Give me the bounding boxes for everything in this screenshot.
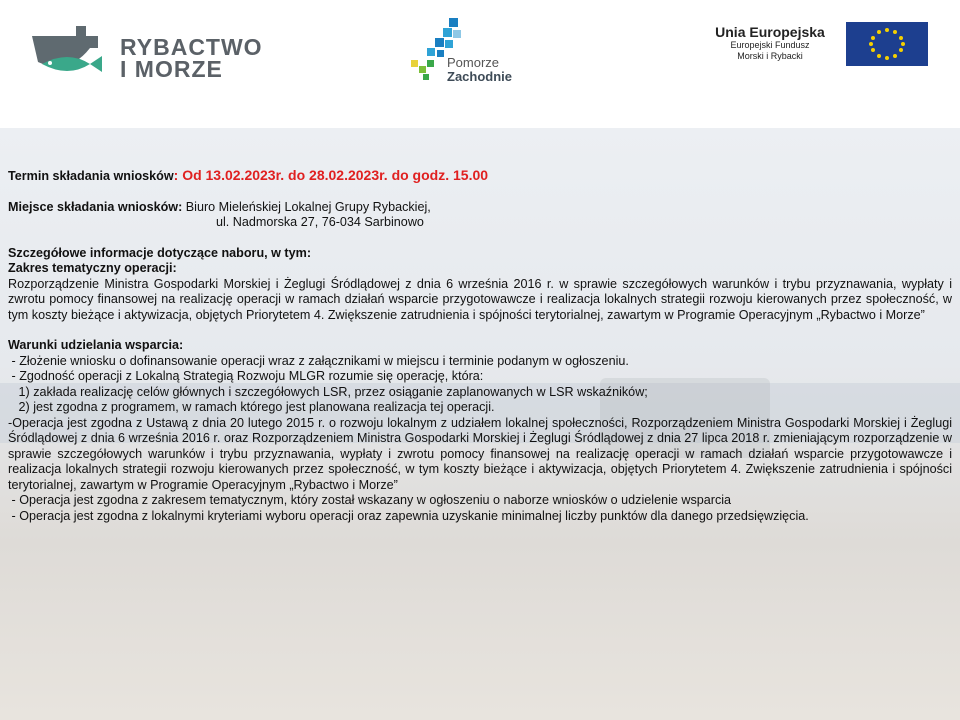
- miejsce-value-2: ul. Nadmorska 27, 76-034 Sarbinowo: [216, 215, 424, 229]
- pomorze-line2: Zachodnie: [447, 69, 513, 84]
- rybactwo-line2: I MORZE: [120, 56, 223, 82]
- ue-sub2: Morski i Rybacki: [737, 51, 803, 61]
- miejsce-line: [8, 200, 952, 216]
- announcement-text: [8, 168, 952, 524]
- termin-line: [8, 168, 952, 185]
- ue-title: Unia Europejska: [715, 24, 825, 40]
- szczegolowe-heading: Szczegółowe informacje dotyczące naboru, w tym:: [8, 245, 312, 260]
- rybactwo-i-morze-logo: [28, 22, 263, 82]
- zakres-heading: Zakres tematyczny operacji:: [8, 261, 177, 275]
- eu-stars-icon: [846, 22, 928, 66]
- warunki-heading: Warunki udzielania wsparcia:: [8, 338, 184, 352]
- termin-label: Termin składania wniosków: [8, 169, 174, 183]
- warunek-5: -Operacja jest zgodna z Ustawą z dnia 20 lutego 2015 r. o rozwoju lokalnym z udziałem lokalnej społeczności, Rozporządzeniem Ministra Gospodarki Morskiej i Żeglugi Śródlądowej z dnia 6 września 2016 r. oraz Rozporządzeniem Ministra Gospodarki Morskiej i Żeglugi Śródlądowej z dnia 27 lipca 2018 r. zmieniającym rozporządzenie w sprawie szczegółowych warunków i trybu przyznawania, wypłaty i zwrotu pomocy finansowej na realizację operacji w ramach działań wsparcie przygotowawcze i realizacja lokalnych strategii rozwoju kierowanych przez społeczność, w tym koszty bieżące i aktywizacja, objętych Priorytetem 4. Zwiększenie zatrudnienia i spójności terytorialnej, zawartym w Programie Operacyjnym „Rybactwo i Morze”: [8, 415, 952, 492]
- pomorze-zachodnie-logo: [405, 16, 545, 91]
- rybactwo-logo-text: [120, 36, 263, 80]
- pomorze-line1: Pomorze: [447, 55, 500, 70]
- header: [0, 0, 960, 128]
- warunek-6: - Operacja jest zgodna z zakresem tematycznym, który został wskazany w ogłoszeniu o naborze wniosków o udzielenie wsparcia: [8, 493, 732, 507]
- rybactwo-line1: RYBACTWO: [120, 34, 263, 60]
- fish-boat-icon: [28, 26, 114, 82]
- warunek-3: 1) zakłada realizację celów głównych i szczegółowych LSR, przez osiąganie zaplanowanych w LSR wskaźników;: [8, 384, 648, 399]
- miejsce-value-1: Biuro Mieleńskiej Lokalnej Grupy Rybackiej,: [182, 199, 431, 214]
- ue-sub1: Europejski Fundusz: [730, 40, 810, 50]
- termin-value: : Od 13.02.2023r. do 28.02.2023r. do godz. 15.00: [173, 167, 489, 183]
- unia-europejska-logo: [700, 18, 940, 78]
- pomorze-logo-text: [447, 56, 512, 84]
- zakres-text: Rozporządzenie Ministra Gospodarki Morskiej i Żeglugi Śródlądowej z dnia 6 września 2016 r. w sprawie szczegółowych warunków i trybu przyznawania, wypłaty i zwrotu pomocy finansowej na realizację operacji w ramach działań wsparcie przygotowawcze i realizacja lokalnych strategii rozwoju kierowanych przez społeczność, w tym koszty bieżące i aktywizacja, objętych Priorytetem 4. Zwiększenie zatrudnienia i spójności terytorialnej, zawartym w Programie Operacyjnym „Rybactwo i Morze”: [8, 276, 952, 322]
- warunek-7: - Operacja jest zgodna z lokalnymi kryteriami wyboru operacji oraz zapewnia uzyskanie minimalnej liczby punktów dla danego przedsięwzięcia.: [8, 508, 809, 523]
- warunek-2: - Zgodność operacji z Lokalną Strategią Rozwoju MLGR rozumie się operację, która:: [8, 369, 484, 383]
- warunek-1: - Złożenie wniosku o dofinansowanie operacji wraz z załącznikami w miejscu i terminie podanym w ogłoszeniu.: [8, 353, 629, 368]
- warunek-4: 2) jest zgodna z programem, w ramach którego jest planowana realizacja tej operacji.: [8, 400, 495, 414]
- eu-flag-icon: [846, 22, 928, 66]
- ue-logo-text: [700, 24, 840, 62]
- miejsce-label: Miejsce składania wniosków:: [8, 199, 183, 214]
